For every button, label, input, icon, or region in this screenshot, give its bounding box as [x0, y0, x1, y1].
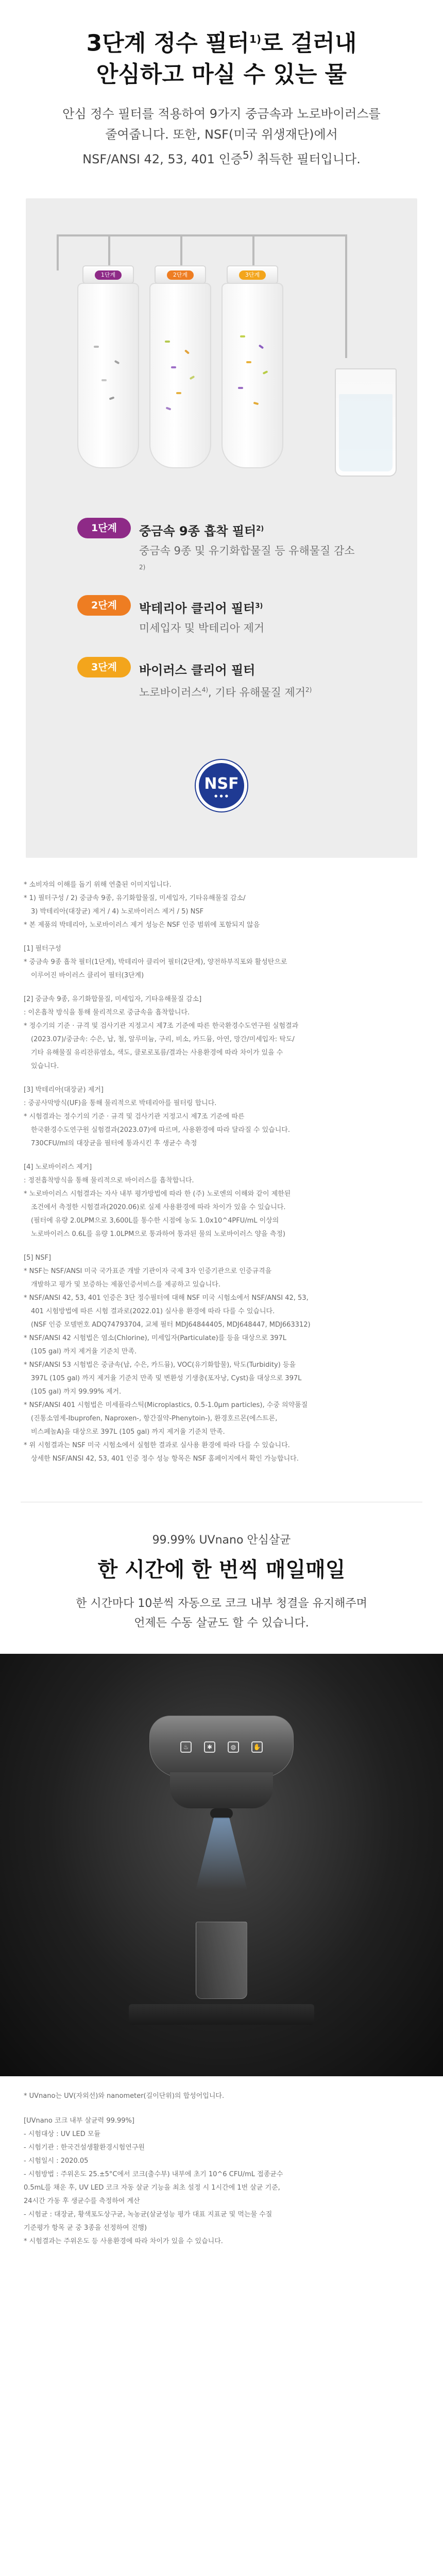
uv-eyebrow: 99.99% UVnano 안심살균 — [152, 1533, 291, 1547]
note-line: - 시험대상 : UV LED 모듈 — [24, 2130, 100, 2138]
note-line: 한국환경수도연구원 실험결과(2023.07)에 따르며, 사용환경에 따라 달라질 수 있습니다. — [31, 1126, 290, 1134]
stage-desc-text: 노로바이러스 — [139, 686, 202, 699]
note-line: * 시험결과는 주위온도 등 사용환경에 따라 차이가 있을 수 있습니다. — [24, 2237, 223, 2245]
lead-line: NSF/ANSI 42, 53, 401 인증 — [82, 151, 243, 166]
nsf-logo-ring: ● ● ● — [214, 793, 229, 798]
stage-desc — [139, 543, 355, 578]
note-line: 401 시험방법에 따른 시험 결과로(2022.01) 실사용 환경에 따라 다를 수 있습니다. — [31, 1307, 275, 1315]
note-gap — [24, 932, 422, 942]
filter-stage-list — [77, 518, 366, 724]
cartridge-body — [77, 283, 139, 468]
lead-line: 줄여줍니다. 또한, NSF(미국 위생재단)에서 — [105, 127, 338, 142]
nsf-logo-text: NSF — [204, 774, 239, 793]
faucet-neck — [170, 1772, 273, 1808]
footnotes-filter — [0, 858, 443, 1466]
note-line: * UVnano는 UV(자외선)와 nanometer(길이단위)의 합성어입니다. — [24, 2092, 225, 2100]
pipe — [180, 234, 182, 265]
uv-product-photo — [0, 1654, 443, 2076]
note-line: [5] NSF] — [24, 1253, 52, 1262]
footnote-sup: 2) — [305, 686, 312, 693]
particle — [190, 375, 195, 379]
particle — [176, 392, 181, 394]
cartridge-stage3 — [222, 265, 283, 471]
hot-water-icon: ♨ — [180, 1741, 192, 1753]
note-line: 24시간 가동 후 생균수를 측정하여 계산 — [24, 2197, 140, 2205]
water — [339, 394, 393, 471]
particle — [259, 344, 264, 349]
stage-title — [139, 660, 255, 678]
note-line: 기타 유해물질 유리잔류염소, 색도, 클로로포름/결과는 사용환경에 따라 차이가 있을 수 — [31, 1048, 283, 1057]
particle — [253, 401, 259, 404]
note-line: (NSF 인증 모델번호 ADQ74793704, 교체 필터 MDJ64844405, MDJ648447, MDJ663312) — [31, 1320, 311, 1329]
stage-desc-text: , 기타 유해물질 제거 — [208, 686, 306, 699]
note-line: 비스페놀A)을 대상으로 397L (105 gal) 까지 제거율 기준치 만족. — [31, 1428, 225, 1436]
note-line: 0.5mL를 채운 후, UV LED 코크 자동 살균 기능을 최초 설정 시 1시간에 1번 살균 기준, — [24, 2183, 280, 2192]
footnote-sup: 2) — [256, 524, 264, 533]
note-line: 노로바이러스 0.6L를 유량 1.0LPM으로 통과하여 통과된 물의 노로바이러스 양을 측정) — [31, 1230, 285, 1238]
purified-water-icon: ◍ — [228, 1741, 239, 1753]
glass-cup — [196, 1922, 247, 1999]
note-line: * 본 제품의 박테리아, 노로바이러스 제거 성능은 NSF 인증 범위에 포함되지 않음 — [24, 921, 260, 929]
note-line: (105 gal) 까지 99.99% 제거. — [31, 1387, 122, 1396]
note-line: * NSF/ANSI 53 시험법은 중금속(납, 수은, 카드뮴), VOC(유기화합물), 탁도(Turbidity) 등을 — [24, 1361, 296, 1369]
stage-title-text: 중금속 9종 흡착 필터 — [139, 523, 257, 538]
particle — [246, 361, 251, 363]
stage-row-3 — [77, 657, 366, 724]
uv-section — [0, 1502, 443, 2076]
cartridge-cap — [227, 265, 278, 284]
stage-desc — [139, 620, 355, 636]
particle — [114, 360, 120, 364]
cartridge-tag: 1단계 — [95, 270, 122, 280]
note-line: (필터에 유량 2.0LPM으로 3,600L를 통수한 시점에 농도 1.0x10^4PFU/mL 이상의 — [31, 1216, 279, 1225]
pipe — [57, 234, 345, 236]
note-line: 3) 박테리아(대장균) 제거 / 4) 노로바이러스 제거 / 5) NSF — [31, 907, 204, 916]
note-line: 있습니다. — [31, 1062, 59, 1070]
hero-title-line2: 안심하고 마실 수 있는 물 — [96, 61, 347, 88]
stage-title — [139, 598, 263, 616]
pipe — [345, 234, 347, 358]
note-line: * NSF/ANSI 42, 53, 401 인증은 3단 정수필터에 대해 NSF 미국 시험소에서 NSF/ANSI 42, 53, — [24, 1294, 309, 1302]
faucet-nozzle — [210, 1808, 233, 1819]
footnotes-uv — [0, 2076, 443, 2248]
hero-title-part: 로 걸러내 — [261, 30, 357, 57]
particle — [166, 406, 172, 410]
particle — [184, 349, 190, 354]
note-line: 397L (105 gal) 까지 제거율 기준치 만족 및 변환성 기생충(포자낭, Cyst)을 대상으로 397L — [31, 1374, 302, 1382]
stage-title — [139, 521, 264, 539]
note-line: 기준평가 항목 균 중 3종을 선정하여 진행) — [24, 2224, 147, 2232]
note-line: 조건에서 측정한 시험결과(2020.06)로 실제 사용환경에 따라 차이가 있을 수 있습니다. — [31, 1203, 286, 1211]
lock-hand-icon: ✋ — [251, 1741, 263, 1753]
note-line: (105 gal) 까지 제거율 기준치 만족. — [31, 1347, 137, 1355]
stage-badge: 2단계 — [77, 595, 131, 616]
cartridge-stage2 — [149, 265, 211, 471]
note-line: : 이온흡착 방식을 통해 물리적으로 중금속을 흡착합니다. — [24, 1008, 190, 1016]
note-line: * 위 시험결과는 NSF 미국 시험소에서 실험한 결과로 실사용 환경에 따라 다를 수 있습니다. — [24, 1441, 290, 1449]
note-line: : 정전흡착방식을 통해 물리적으로 바이러스를 흡착합니다. — [24, 1176, 194, 1184]
stage-badge: 1단계 — [77, 518, 131, 538]
note-gap — [24, 1073, 422, 1083]
cartridge-tag: 3단계 — [239, 270, 266, 280]
hero-title — [21, 24, 422, 90]
particle — [109, 396, 115, 400]
note-gap — [24, 982, 422, 993]
note-line: * NSF/ANSI 401 시험법은 미세플라스틱(Microplastics, 0.5-1.0μm particles), 수중 의약품질 — [24, 1401, 308, 1409]
note-line: (2023.07)/중금속: 수은, 납, 철, 알루미늄, 구리, 비소, 카드뮴, 아연, 망간/미세입자: 탁도/ — [31, 1035, 295, 1043]
note-line: 730CFU/ml의 대장균을 필터에 통과시킨 후 생균수 측정 — [31, 1139, 197, 1147]
stage-badge: 3단계 — [77, 657, 131, 677]
footnote-sup: 1) — [249, 33, 261, 45]
note-line: 이루어진 바이러스 클리어 필터(3단계) — [31, 971, 144, 979]
note-line: : 중공사막방식(UF)을 통해 물리적으로 박테리아를 필터링 합니다. — [24, 1099, 217, 1107]
note-gap — [24, 1150, 422, 1161]
drip-tray — [129, 2004, 314, 2025]
note-line: [3] 박테리아(대장균) 제거] — [24, 1086, 104, 1094]
note-line: * 소비자의 이해를 돕기 위해 연출된 이미지입니다. — [24, 880, 172, 889]
uv-desc-line: 언제든 수동 살균도 할 수 있습니다. — [134, 1616, 309, 1630]
uv-desc-line: 한 시간마다 10분씩 자동으로 코크 내부 청결을 유지해주며 — [76, 1597, 367, 1610]
uv-light-glow — [196, 1818, 247, 1890]
lead-line: 취득한 필터입니다. — [253, 151, 361, 166]
note-line: (진통소염제-Ibuprofen, Naproxen-, 항간질약-Phenytoin-), 환경호르몬(에스트론, — [31, 1414, 278, 1422]
particle — [263, 370, 268, 375]
particle — [94, 346, 99, 348]
cartridge-body — [149, 283, 211, 468]
note-line: [1] 필터구성 — [24, 944, 61, 953]
pipe — [108, 234, 110, 265]
note-line: - 시험방법 : 주위온도 25.±5°C에서 코크(출수부) 내부에 초기 10^6 CFU/mL 접종균수 — [24, 2170, 283, 2178]
particle — [238, 387, 243, 389]
water-glass — [335, 368, 397, 477]
filter-panel — [26, 198, 417, 858]
note-line: [4] 노로바이러스 제거] — [24, 1163, 92, 1171]
note-line: - 시험일시 : 2020.05 — [24, 2157, 89, 2165]
stage-row-1 — [77, 518, 366, 595]
cold-water-icon: ✱ — [204, 1741, 215, 1753]
uv-desc — [0, 1594, 443, 1633]
filter-illustration — [26, 198, 417, 528]
note-line: 상세한 NSF/ANSI 42, 53, 401 인증 정수 성능 항목은 NSF 홈페이지에서 확인 가능합니다. — [31, 1454, 299, 1463]
faucet-control-icons — [180, 1741, 263, 1754]
note-line: * 시험결과는 정수기의 기준 · 규격 및 검사기관 지정고시 제7조 기준에 따른 — [24, 1112, 245, 1121]
note-line: - 시험균 : 대장균, 황색포도상구균, 녹농균(살균성능 평가 대표 지표균 및 먹는물 수질 — [24, 2210, 272, 2218]
pipe — [252, 234, 254, 265]
note-line: - 시험기관 : 한국건설생활환경시험연구원 — [24, 2143, 145, 2151]
nsf-logo — [196, 760, 247, 811]
note-line: * 중금속 9종 흡착 필터(1단계), 박테리아 클리어 필터(2단계), 양전하부직포와 활성탄으로 — [24, 958, 287, 966]
cartridge-body — [222, 283, 283, 468]
footnote-sup: 2) — [139, 563, 146, 571]
note-line: * NSF는 NSF/ANSI 미국 국가표준 개발 기관이자 국제 3자 인증기관으로 인증규격을 — [24, 1267, 272, 1275]
hero-title-part: 3단계 정수 필터 — [86, 30, 249, 57]
stage-title-text: 바이러스 클리어 필터 — [139, 663, 255, 677]
lead-line: 안심 정수 필터를 적용하여 9가지 중금속과 노로바이러스를 — [62, 106, 381, 121]
footnote-sup: 4) — [201, 686, 209, 693]
stage-desc-text: 중금속 9종 및 유기화합물질 등 유해물질 감소 — [139, 544, 355, 557]
hero-section — [0, 0, 443, 170]
note-line: * 정수기의 기준 · 규격 및 검사기관 지정고시 제7조 기준에 따른 한국환경수도연구원 실험결과 — [24, 1022, 299, 1030]
cartridge-cap — [82, 265, 134, 284]
note-gap — [24, 2103, 422, 2114]
stage-desc — [139, 682, 355, 701]
uv-title: 한 시간에 한 번씩 매일매일 — [97, 1557, 346, 1582]
particle — [101, 379, 107, 381]
note-line: * 노로바이러스 시험결과는 자사 내부 평가방법에 따라 한 (주) 노로엔의 이해와 같이 제한된 — [24, 1190, 291, 1198]
note-line: * NSF/ANSI 42 시험법은 염소(Chlorine), 미세입자(Particulate)를 등을 대상으로 397L — [24, 1334, 287, 1342]
cartridge-stage1 — [77, 265, 139, 471]
note-line: 개발하고 평가 및 보증하는 제품인증서비스를 제공하고 있습니다. — [31, 1280, 220, 1289]
particle — [171, 366, 176, 368]
note-gap — [24, 1241, 422, 1251]
footnote-sup: 3) — [255, 602, 263, 610]
stage-row-2 — [77, 595, 366, 657]
footnote-sup: 5) — [242, 148, 253, 161]
cartridge-cap — [155, 265, 206, 284]
stage-title-text: 박테리아 클리어 필터 — [139, 601, 255, 616]
hero-lead — [21, 104, 422, 170]
pipe — [57, 234, 59, 270]
note-line: [2] 중금속 9종, 유기화합물질, 미세입자, 기타유해물질 감소] — [24, 995, 202, 1003]
stage-desc-text: 미세입자 및 박테리아 제거 — [139, 621, 265, 634]
note-line: * 1) 필터구성 / 2) 중금속 9종, 유기화합물질, 미세입자, 기타유해물질 감소/ — [24, 894, 246, 902]
particle — [165, 341, 170, 343]
cartridge-tag: 2단계 — [167, 270, 194, 280]
note-line: [UVnano 코크 내부 살균력 99.99%] — [24, 2116, 134, 2125]
particle — [240, 335, 245, 337]
